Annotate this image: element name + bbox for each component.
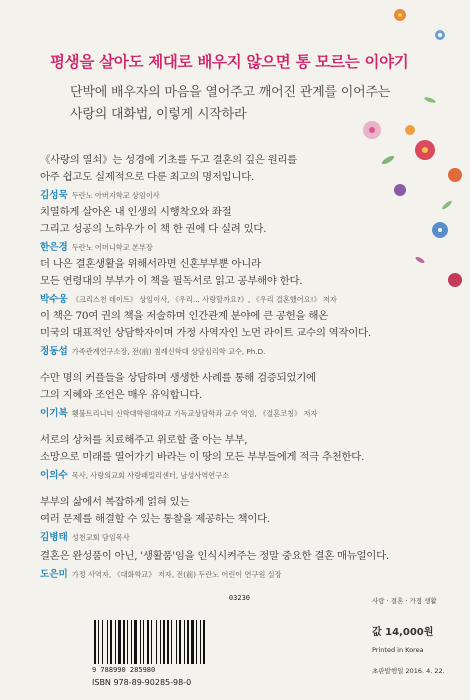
barcode-bar (176, 620, 177, 664)
endorsement-quote-line: 수만 명의 커플들을 상담하며 생생한 사례를 통해 검증되었기에 (40, 372, 316, 384)
barcode-bar (98, 620, 99, 664)
category: 사랑 · 결혼 · 가정 생활 (372, 597, 437, 605)
flower-icon (435, 30, 445, 40)
subheadline-line: 단박에 배우자의 마음을 열어주고 깨어진 관계를 이어주는 (70, 85, 391, 100)
endorsement-quote-line: 그의 지혜와 조언은 매우 유익합니다. (40, 389, 203, 401)
endorsement (40, 370, 440, 419)
endorsement-quote-line: 부부의 삶에서 복잡하게 얽혀 있는 (40, 496, 190, 508)
printed-in: Printed in Korea (372, 646, 424, 654)
endorser-role: 두란노 아버지학교 상임이사 (71, 191, 160, 200)
endorser-role: 가족관계연구소장, 전(前) 침례신학대 상담심리학 교수, Ph.D. (71, 347, 266, 356)
barcode-block (92, 594, 254, 692)
barcode-addon: 03230 (228, 594, 250, 602)
barcode-bar (160, 620, 161, 664)
endorser (40, 343, 440, 357)
headline: 평생을 살아도 제대로 배우지 않으면 통 모르는 이야기 (50, 53, 409, 71)
endorsement-quote-line: 아주 쉽고도 실제적으로 다룬 최고의 명저입니다. (40, 171, 255, 183)
endorsement-quote-line: 서로의 상처를 치료해주고 위로할 줄 아는 부부, (40, 434, 248, 446)
endorser-role: 가정 사역자, 《대화학교》 저자, 전(前) 두란노 어린이 연구원 실장 (71, 570, 282, 579)
endorser-name: 한은경 (40, 242, 68, 253)
barcode-bar (167, 620, 169, 664)
endorsement-quote-line: 치열하게 살아온 내 인생의 시행착오와 좌절 (40, 206, 232, 218)
barcode-bar (143, 620, 144, 664)
barcode-bar (151, 620, 152, 664)
barcode-bar (196, 620, 197, 664)
endorsement-quote-line: 이 책은 70여 권의 책을 저술하며 인간관계 분야에 큰 공헌을 해온 (40, 310, 328, 322)
endorser-name: 이기복 (40, 408, 68, 419)
barcode-bar (171, 620, 172, 664)
barcode-bar (184, 620, 185, 664)
flower-icon (394, 9, 406, 21)
publication-date: 초판발행일 2016. 4. 22. (372, 667, 445, 675)
endorser (40, 187, 440, 201)
price: 값 14,000원 (372, 627, 434, 638)
endorsement-quote-line: 여러 문제를 해결할 수 있는 통찰을 제공하는 책이다. (40, 513, 270, 525)
endorser-role: 《크리스천 데이트》 상임이사, 《우리… 사랑할까요?》, 《우리 결혼했어요!》 저자 (71, 295, 337, 304)
barcode-bar (115, 620, 116, 664)
endorser-name: 박수웅 (40, 294, 68, 305)
endorsement (40, 432, 440, 481)
barcode-bar (134, 620, 137, 664)
barcode-bar (179, 620, 181, 664)
endorsement-quote-line: 그리고 성공의 노하우가 이 책 한 권에 다 실려 있다. (40, 223, 267, 235)
endorser (40, 291, 440, 305)
barcode-bar (187, 620, 189, 664)
barcode-bar (94, 620, 96, 664)
endorsement-quote-line: 소망으로 미래를 열어가기 바라는 이 땅의 모든 부부들에게 적극 추천한다. (40, 451, 365, 463)
endorser (40, 566, 440, 580)
endorser (40, 239, 440, 253)
endorsement (40, 152, 440, 201)
endorsement (40, 308, 440, 357)
endorser-name: 김병태 (40, 532, 68, 543)
endorser-role: 목사, 사랑의교회 사랑패밀리센터, 남성사역연구소 (71, 471, 230, 480)
barcode-bar (102, 620, 103, 664)
endorsement (40, 204, 440, 253)
endorser (40, 529, 440, 543)
barcode-bar (156, 620, 157, 664)
barcode-bar (203, 620, 205, 664)
endorser-name: 정동섭 (40, 346, 68, 357)
barcode-bar (147, 620, 149, 664)
endorsement (40, 548, 440, 580)
endorsement-quote-line: 모든 연령대의 부부가 이 책을 필독서로 읽고 공부해야 한다. (40, 275, 303, 287)
subheadline-line: 사랑의 대화법, 이렇게 시작하라 (70, 107, 247, 122)
endorser (40, 405, 440, 419)
flower-icon (448, 168, 462, 182)
endorser-name: 이의수 (40, 470, 68, 481)
barcode-image (92, 620, 252, 666)
barcode-bar (140, 620, 141, 664)
subheadline (70, 82, 390, 126)
endorser-role: 성천교회 담임목사 (71, 533, 130, 542)
book-info (372, 594, 445, 675)
barcode-bar (123, 620, 125, 664)
endorser (40, 467, 440, 481)
barcode-bar (107, 620, 108, 664)
barcode-digits: 9 788990 285980 (92, 666, 156, 674)
endorsement-quote-line: 미국의 대표적인 상담학자이며 가정 사역자인 노먼 라이트 교수의 역작이다. (40, 327, 371, 339)
endorsement (40, 256, 440, 305)
barcode-bar (191, 620, 194, 664)
flower-icon (405, 125, 415, 135)
endorsement-quote-line: 《사랑의 열쇠》는 성경에 기초를 두고 결혼의 깊은 원리를 (40, 154, 297, 166)
endorser-role: 횃불트리니티 신학대학원대학교 기독교상담학과 교수 역임, 《결혼코칭》 저자 (71, 409, 318, 418)
back-cover-footer (92, 594, 450, 692)
endorser-name: 김성묵 (40, 190, 68, 201)
isbn: ISBN 978-89-90285-98-0 (92, 678, 192, 687)
endorsement (40, 494, 440, 543)
barcode-bar (163, 620, 165, 664)
barcode-bar (131, 620, 132, 664)
endorsement-quote-line: 더 나은 결혼생활을 위해서라면 신혼부부뿐 아니라 (40, 258, 261, 270)
endorsement-quote-line: 결혼은 완성품이 아닌, '생활품'임을 인식시켜주는 정말 중요한 결혼 매뉴얼이다. (40, 550, 389, 562)
flower-icon (448, 273, 462, 287)
endorser-role: 두란노 어머니학교 본부장 (71, 243, 153, 252)
barcode-bar (110, 620, 112, 664)
barcode-bar (200, 620, 201, 664)
barcode-bar (127, 620, 128, 664)
endorser-name: 도은미 (40, 569, 68, 580)
barcode-bar (118, 620, 121, 664)
